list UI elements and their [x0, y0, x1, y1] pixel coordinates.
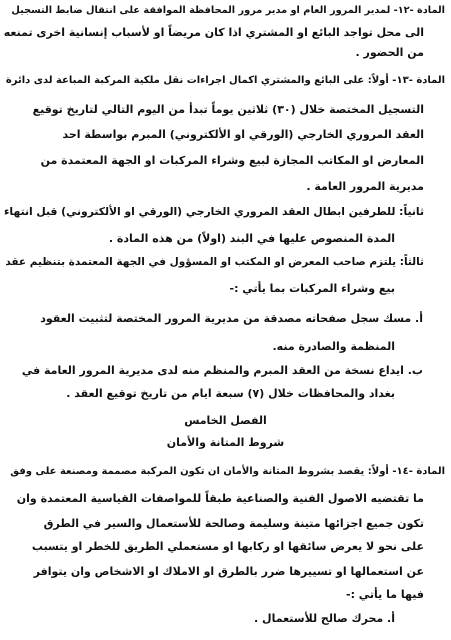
article-14-line-5: عن استعمالها او تسييرها ضرر بالطرق او الاملاك او الاشخاص وان يتوافر	[33, 565, 424, 578]
article-13-third-line-2: بيع وشراء المركبات بما يأتي :-	[229, 282, 395, 295]
article-13-line-2: التسجيل المختصة خلال (٣٠) ثلاثين يوماً تبدأ من اليوم التالي لتاريخ توقيع	[32, 103, 424, 116]
article-13-line-5: مديرية المرور العامة .	[306, 180, 424, 193]
article-14-line-1: المادة -١٤- أولاً: يقصد بشروط المتانة والأمان ان تكون المركبة مصممة ومصنعة على وفق	[10, 466, 445, 477]
article-13-item-b-line-1: ب. ايداع نسخة من العقد المبرم والمنظم منه لدى مديرية المرور العامة في	[21, 364, 423, 377]
article-13-second-line-1: ثانياً: للطرفين ابطال العقد المروري الخارجي (الورقي او الألكتروني) قبل انتهاء	[3, 205, 424, 218]
article-13-item-a-line-1: أ. مسك سجل صفحاته مصدقة من مديرية المرور المختصة لتثبيت العقود	[40, 312, 423, 325]
article-12-line-1: المادة -١٢- لمدير المرور العام او مدير مرور المحافظة الموافقة على انتقال ضابط التسجيل	[11, 5, 445, 16]
article-14-line-6: فيها ما يأتي :-	[346, 588, 424, 601]
article-13-line-1: المادة -١٣- أولاً: على البائع والمشتري اكمال اجراءات نقل ملكية المركبة المباعة لدى دائرة	[5, 75, 445, 86]
article-14-item-a: أ. محرك صالح للأستعمال .	[254, 612, 395, 625]
chapter-title: شروط المتانة والأمان	[166, 436, 285, 449]
chapter-heading: الفصل الخامس	[184, 414, 267, 427]
article-13-line-3: العقد المروري الخارجي (الورقي او الألكتروني) المبرم بواسطة احد	[62, 128, 424, 141]
article-13-line-4: المعارض او المكاتب المجازة لبيع وشراء المركبات او الجهة المعتمدة من	[40, 154, 424, 167]
article-14-line-4: على نحو لا يعرض سائقها او ركابها او مستعملي الطريق للخطر او يتسبب	[31, 540, 424, 553]
article-14-line-3: تكون جميع اجزائها متينة وسليمة وصالحة للأستعمال والسير في الطرق	[43, 517, 424, 530]
article-12-line-3: من الحضور .	[355, 46, 424, 59]
article-13-third-line-1: ثالثاً: يلتزم صاحب المعرض او المكتب او المسؤول في الجهة المعتمدة بتنظيم عقد	[5, 256, 424, 268]
article-13-item-a-line-2: المنظمة والصادرة منه.	[272, 340, 395, 353]
article-12-line-2: الى محل تواجد البائع او المشتري اذا كان مريضاً او لأسباب إنسانية اخرى تمنعه	[3, 26, 424, 39]
article-14-line-2: ما تقتضيه الاصول الفنية والصناعية طبقاً للمواصفات القياسية المعتمدة وان	[16, 492, 424, 505]
article-13-item-b-line-2: بغداد والمحافظات خلال (٧) سبعة ايام من تاريخ توقيع العقد .	[66, 387, 395, 400]
article-13-second-line-2: المدة المنصوص عليها في البند (اولاً) من هذه المادة .	[108, 232, 395, 245]
